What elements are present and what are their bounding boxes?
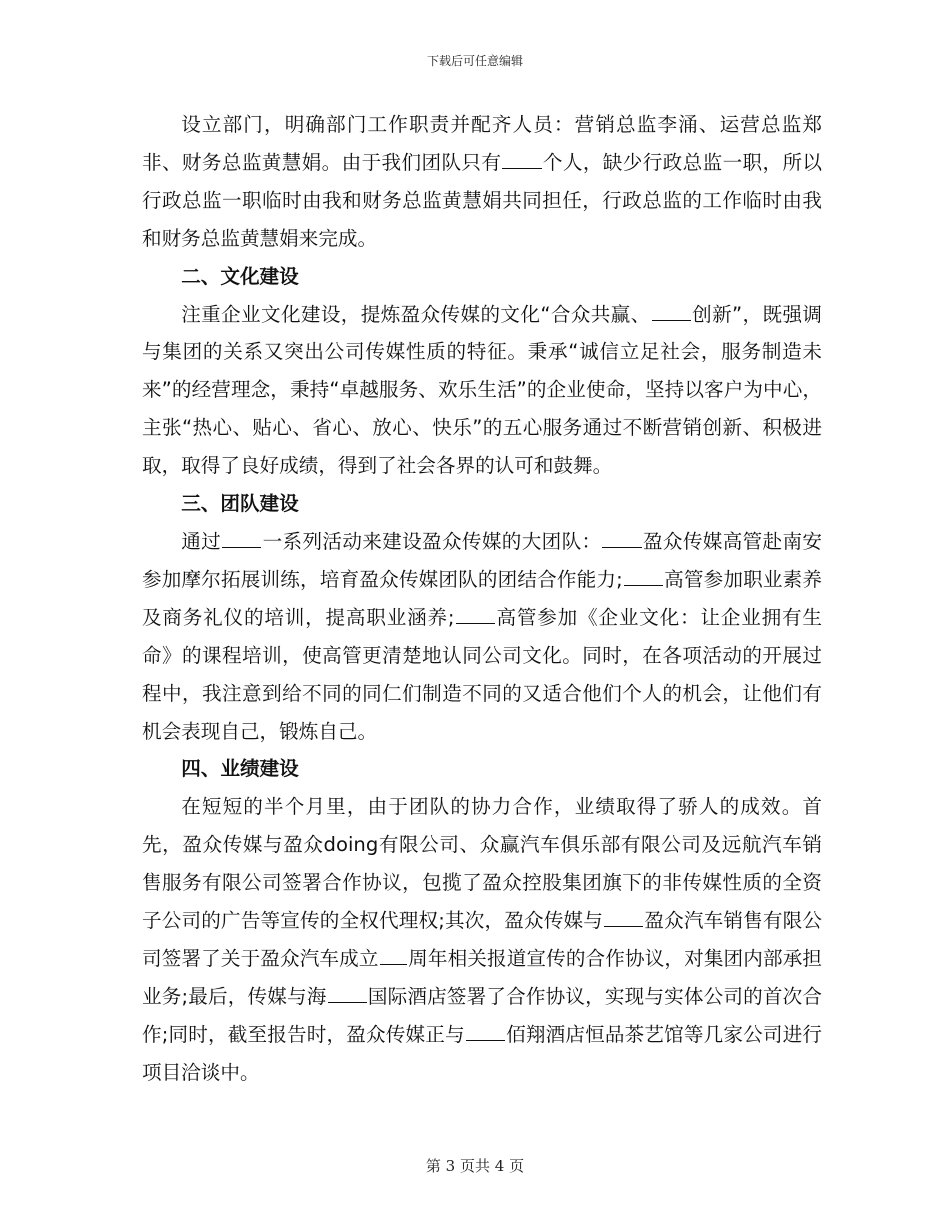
text-run: 高管参加职业素养及商务礼仪的培训，提高职业涵养; [142, 567, 823, 629]
page-header: 下载后可任意编辑 [426, 54, 523, 68]
text-run: 国际酒店签署了合作协议，实现与实体公司的首次合作;同时，截至报告时，盈众传媒正与 [142, 984, 823, 1046]
text-run: 高管参加《企业文化：让企业拥有生命》的课程培训，使高管更清楚地认同公司文化。同时，在各项活动的开展过程中，我注意到给不同的同仁们制造不同的又适合他们个人的机会，让他们有机会表现自己，锻炼自己。 [142, 605, 823, 743]
blank-underline [222, 526, 261, 548]
text-run: 注重企业文化建设，提炼盈众传媒的文化“合众共赢、 [181, 302, 651, 326]
blank-underline [380, 943, 407, 965]
blank-underline [328, 981, 367, 1003]
blank-underline [624, 564, 663, 586]
heading-performance: 四、业绩建设 [181, 757, 299, 781]
text-run: 盈众传媒高管赴南安参加摩尔拓展训练，培育盈众传媒团队的团结合作能力; [142, 529, 823, 591]
heading-culture: 二、文化建设 [181, 264, 299, 288]
blank-underline [456, 602, 495, 624]
blank-underline [604, 905, 643, 927]
text-run: 一系列活动来建设盈众传媒的大团队： [262, 529, 602, 553]
document-body [142, 106, 822, 1092]
paragraph-performance [142, 788, 822, 1091]
paragraph-team [142, 523, 822, 750]
text-run: 创新”，既强调与集团的关系又突出公司传媒性质的特征。秉承“诚信立足社会，服务制造未来”的经营理念，秉持“卓越服务、欢乐生活”的企业使命，坚持以客户为中心，主张“热心、贴心、省心、放心、快乐”的五心服务通过不断营销创新、积极进取，取得了良好成绩，得到了社会各界的认可和鼓舞。 [142, 302, 822, 478]
text-run: 盈众汽车销售有限公司签署了关于盈众汽车成立 [142, 909, 822, 970]
page-footer: 第 3 页共 4 页 [425, 1157, 525, 1175]
text-run: 通过 [181, 529, 222, 553]
paragraph-culture [142, 296, 822, 486]
blank-underline [652, 299, 691, 321]
text-run: 个人，缺少行政总监一职，所以行政总监一职临时由我和财务总监黄慧娟共同担任，行政总监的工作临时由我和财务总监黄慧娟来完成。 [142, 150, 823, 250]
text-run: 在短短的半个月里，由于团队的协力合作，业绩取得了骄人的成效。首先，盈众传媒与盈众doing有限公司、众赢汽车俱乐部有限公司及远航汽车销售服务有限公司签署合作协议，包揽了盈众控股集团旗下的非传媒性质的全资子公司的广告等宣传的全权代理权;其次，盈众传媒与 [142, 795, 822, 933]
blank-underline [602, 526, 641, 548]
text-run: 设立部门，明确部门工作职责并配齐人员：营销总监李涌、运营总监郑非、财务总监黄慧娟。由于我们团队只有 [142, 113, 822, 174]
heading-team: 三、团队建设 [181, 492, 299, 516]
blank-underline [502, 147, 541, 169]
text-run: 佰翔酒店恒品茶艺馆等几家公司进行项目洽谈中。 [142, 1022, 823, 1084]
paragraph-departments [142, 106, 822, 258]
text-run: 周年相关报道宣传的合作协议，对集团内部承担业务;最后，传媒与海 [142, 946, 823, 1008]
blank-underline [466, 1019, 505, 1041]
